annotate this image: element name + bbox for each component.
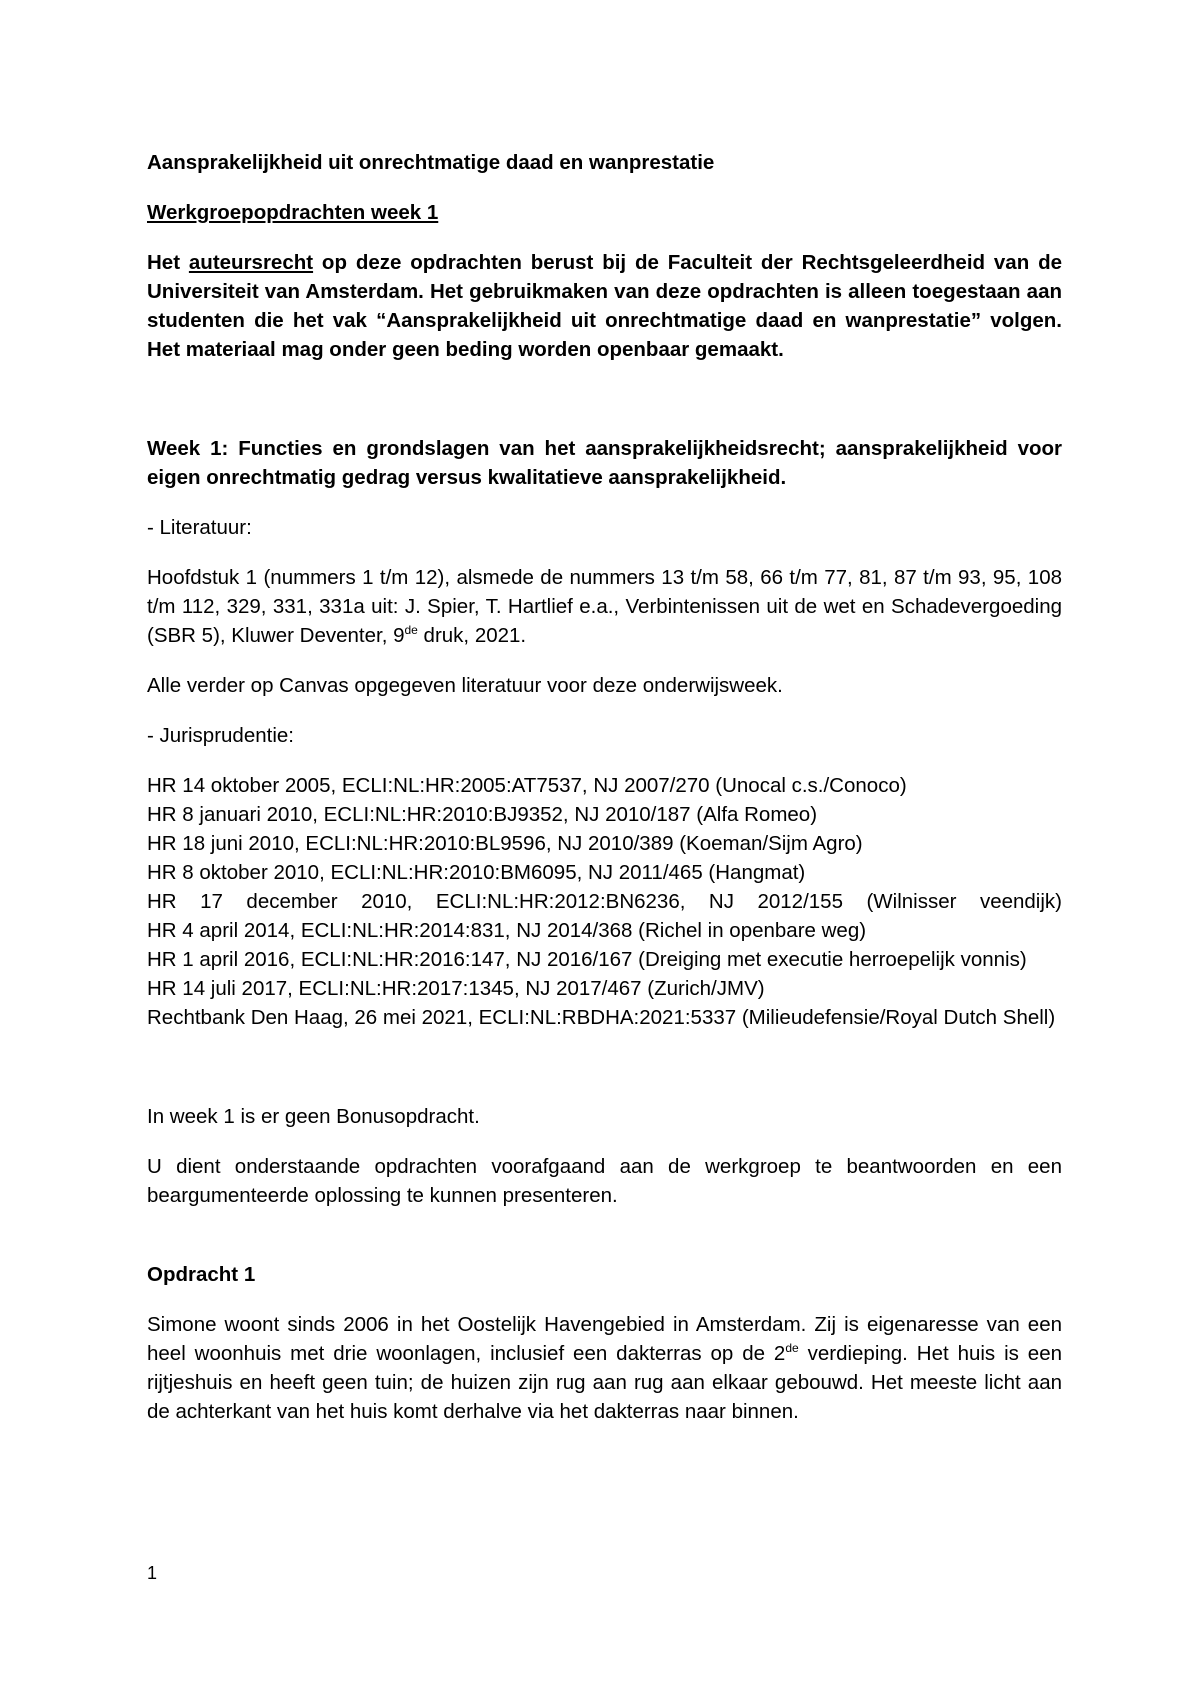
case-item: HR 4 april 2014, ECLI:NL:HR:2014:831, NJ 2014/368 (Richel in openbare weg) (147, 919, 867, 942)
case-item: HR 18 juni 2010, ECLI:NL:HR:2010:BL9596, NJ 2010/389 (Koeman/Sijm Agro) (147, 832, 863, 855)
case-item: HR 14 oktober 2005, ECLI:NL:HR:2005:AT7537, NJ 2007/270 (Unocal c.s./Conoco) (147, 774, 907, 797)
copyright-notice (147, 248, 1062, 364)
case-list (147, 771, 1062, 1032)
case-item: HR 14 juli 2017, ECLI:NL:HR:2017:1345, NJ 2017/467 (Zurich/JMV) (147, 977, 765, 1000)
assignment-superscript: de (785, 1341, 799, 1356)
jurisprudence-label: - Jurisprudentie: (147, 724, 294, 747)
document-body (147, 148, 1062, 1426)
assignment-heading: Opdracht 1 (147, 1263, 256, 1286)
bonus-note: In week 1 is er geen Bonusopdracht. (147, 1105, 480, 1128)
page-number: 1 (147, 1563, 158, 1583)
assignment-text (147, 1310, 1062, 1426)
literature-label: - Literatuur: (147, 516, 252, 539)
case-item: HR 8 januari 2010, ECLI:NL:HR:2010:BJ9352, NJ 2010/187 (Alfa Romeo) (147, 803, 818, 826)
case-item: HR 1 april 2016, ECLI:NL:HR:2016:147, NJ 2016/167 (Dreiging met executie herroepelijk vonnis) (147, 948, 1027, 971)
case-item: HR 8 oktober 2010, ECLI:NL:HR:2010:BM6095, NJ 2011/465 (Hangmat) (147, 861, 806, 884)
assignment-text-before: Simone woont sinds 2006 in het Oostelijk Havengebied in Amsterdam. Zij is eigenaresse van een heel woonhuis met drie woonlagen, inclusief een dakterras op de 2 (147, 1313, 1062, 1365)
assignment-text-after: verdieping. Het huis is een rijtjeshuis en heeft geen tuin; de huizen zijn rug aan rug aan elkaar gebouwd. Het meeste licht aan de achterkant van het huis komt derhalve via het dakterras naar binnen. (147, 1342, 1062, 1423)
copyright-text-before: Het (147, 251, 189, 274)
literature-text-before: Hoofdstuk 1 (nummers 1 t/m 12), alsmede de nummers 13 t/m 58, 66 t/m 77, 81, 87 t/m 93, 95, 108 t/m 112, 329, 331, 331a uit: J. Spier, T. Hartlief e.a., Verbintenissen uit de wet en Schadevergoeding (SBR 5), Kluwer Deventer, 9 (147, 566, 1062, 647)
literature-text (147, 563, 1062, 650)
literature-superscript: de (404, 623, 418, 638)
copyright-text-after: op deze opdrachten berust bij de Faculteit der Rechtsgeleerdheid van de Universiteit van Amsterdam. Het gebruikmaken van deze opdrachten is alleen toegestaan aan studenten die het vak “Aansprakelijkheid uit onrechtmatige daad en wanprestatie” volgen. Het materiaal mag onder geen beding worden openbaar gemaakt. (147, 251, 1062, 361)
document-title: Aansprakelijkheid uit onrechtmatige daad en wanprestatie (147, 151, 715, 174)
case-item: Rechtbank Den Haag, 26 mei 2021, ECLI:NL:RBDHA:2021:5337 (Milieudefensie/Royal Dutch Shell) (147, 1006, 1056, 1029)
literature-text-after: druk, 2021. (417, 624, 527, 647)
week-heading: Week 1: Functies en grondslagen van het aansprakelijkheidsrecht; aansprakelijkheid voor eigen onrechtmatig gedrag versus kwalitatieve aansprakelijkheid. (147, 437, 1062, 489)
instruction-text: U dient onderstaande opdrachten voorafgaand aan de werkgroep te beantwoorden en een beargumenteerde oplossing te kunnen presenteren. (147, 1155, 1062, 1207)
canvas-note: Alle verder op Canvas opgegeven literatuur voor deze onderwijsweek. (147, 674, 783, 697)
case-item: HR 17 december 2010, ECLI:NL:HR:2012:BN6236, NJ 2012/155 (Wilnisser veendijk) (147, 890, 1062, 913)
document-subtitle: Werkgroepopdrachten week 1 (147, 201, 439, 224)
copyright-link: auteursrecht (188, 251, 314, 274)
